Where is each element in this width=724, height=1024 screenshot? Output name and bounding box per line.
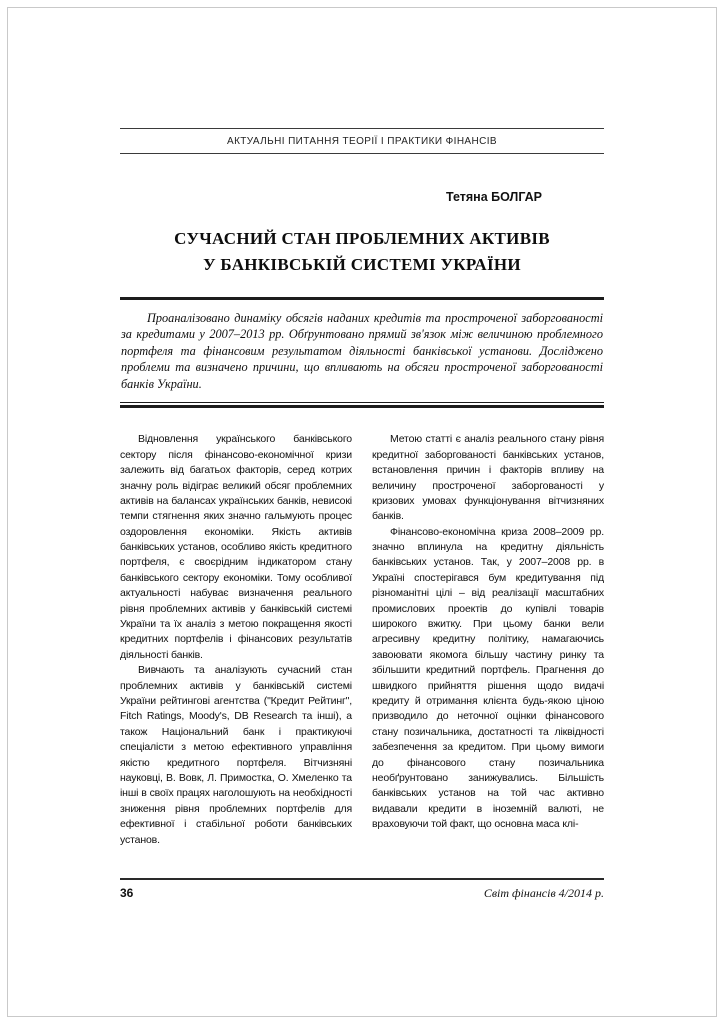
paragraph: Відновлення українського банківського сектору після фінансово-економічної кризи залежить від багатьох факторів, серед котрих значну роль відіграє великий обсяг проблемних активів на балансах українських банків, невисокі темпи стягнення яких значно гальмують процес оздоровлення економіки. Якість активів банківських установ, особливо якість кредитного портфеля, є своєрідним індикатором стану банківського сектору економіки. Тому особливої актуальності набуває визначення реального рівня проблемних активів у банківській системі України та їх аналіз з метою покращення якості кредитних портфелів і фінансових результатів діяльності банків. <box>120 433 352 661</box>
right-column <box>372 432 604 868</box>
article-title-line2: У БАНКІВСЬКІЙ СИСТЕМІ УКРАЇНИ <box>203 254 521 274</box>
paper-page <box>120 0 604 901</box>
running-head-title: АКТУАЛЬНІ ПИТАННЯ ТЕОРІЇ І ПРАКТИКИ ФІНАНСІВ <box>227 136 497 147</box>
footer <box>120 878 604 901</box>
paragraph: Фінансово-економічна криза 2008–2009 рр. значно вплинула на кредитну діяльність банківських установ. Так, у 2007–2008 рр. в Україні спостерігався бум кредитування під різноманітні цілі – від реалізації масштабних промислових проектів до купівлі товарів широкого вжитку. При цьому банки вели агресивну кредитну політику, намагаючись завоювати якомога більшу частину ринку та збільшити кредитний портфель. Прагнення до швидкого прийняття рішення щодо видачі кредиту й отримання клієнта будь-якою ціною призводило до неточної оцінки фінансового стану позичальника, достатності та ліквідності забезпечення за кредитом. При цьому вимоги до фінансового стану позичальника необґрунтовано занижувались. Більшість банківських установ на той час активно видавали кредити в іноземній валюті, не враховуючи той факт, що основна маса клі- <box>372 525 604 831</box>
article-title-line1: СУЧАСНИЙ СТАН ПРОБЛЕМНИХ АКТИВІВ <box>174 229 550 248</box>
paragraph: Метою статті є аналіз реального стану рівня кредитної заборгованості банківських установ, встановлення причин і факторів впливу на величину простроченої заборгованості у кризових умовах функціонування вітчизняних банків. <box>372 433 604 523</box>
body-columns <box>120 432 604 868</box>
abstract-text: Проаналізовано динаміку обсягів наданих кредитів та простроченої заборгованості за кредитами у 2007–2013 рр. Обґрунтовано прямий зв'язок між величиною проблемного портфеля та фінансовим результатом діяльності банківської установи. Досліджено проблеми та визначено причини, що впливають на обсяги простроченої заборгованості банків України. <box>121 311 603 391</box>
running-head <box>120 128 604 154</box>
article-title <box>120 226 604 277</box>
author-name: Тетяна БОЛГАР <box>445 190 542 204</box>
paragraph: Вивчають та аналізують сучасний стан проблемних активів у банківській системі України рейтингові агентства ("Кредит Рейтинг", Fitch Ratings, Moody's, DB Research та інші), а також Національний банк і практикуючі спеціалісти з метою ефективного управління якістю кредитного портфеля. Вітчизняні науковці, В. Вовк, Л. Примостка, О. Хмеленко та інші в своїх працях наголошують на необхідності зниження рівня проблемних портфелів для ефективної і стабільної роботи банківських установ. <box>120 664 352 846</box>
page-number: 36 <box>120 886 134 901</box>
abstract-bottom-rule <box>120 402 604 408</box>
left-column <box>120 432 352 868</box>
journal-reference: Світ фінансів 4/2014 р. <box>483 886 604 901</box>
abstract <box>120 297 604 402</box>
